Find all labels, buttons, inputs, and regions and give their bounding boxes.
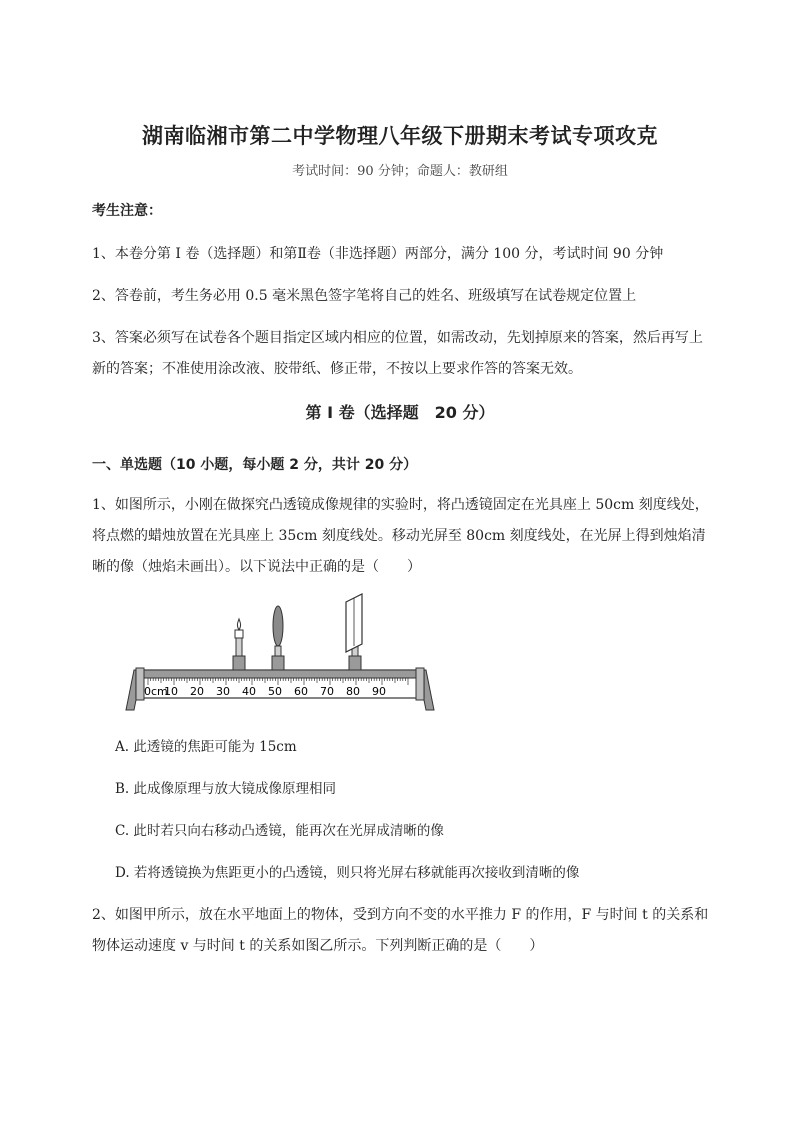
scale-label-0: 0cm	[144, 685, 168, 698]
page-title: 湖南临湘市第二中学物理八年级下册期末考试专项攻克	[142, 124, 658, 148]
scale-label-40: 40	[242, 685, 256, 698]
scale-label-30: 30	[216, 685, 230, 698]
rail-top	[136, 670, 424, 678]
notice-item-1: 1、本卷分第 I 卷（选择题）和第Ⅱ卷（非选择题）两部分，满分 100 分，考试时间 90 分钟	[92, 246, 664, 262]
question-2-stem: 2、如图甲所示，放在水平地面上的物体，受到方向不变的水平推力 F 的作用，F 与时间 t 的关系和物体运动速度 v 与时间 t 的关系如图乙所示。下列判断正确的是（ ）	[92, 907, 709, 954]
optical-bench-figure	[120, 588, 440, 716]
q1-option-c: C. 此时若只向右移动凸透镜，能再次在光屏成清晰的像	[115, 823, 444, 839]
rail-cap-right	[416, 668, 424, 700]
scale-label-80: 80	[346, 685, 360, 698]
scale-label-90: 90	[372, 685, 386, 698]
candle	[233, 619, 245, 670]
section-title: 第 I 卷（选择题 20 分）	[305, 403, 495, 422]
convex-lens	[272, 606, 284, 670]
notice-item-2: 2、答卷前，考生务必用 0.5 毫米黑色签字笔将自己的姓名、班级填写在试卷规定位置上	[92, 288, 637, 304]
flame-icon	[237, 619, 240, 630]
part-heading: 一、单选题（10 小题，每小题 2 分，共计 20 分）	[92, 457, 418, 473]
rail-cap-left	[136, 668, 144, 700]
question-1-stem: 1、如图所示，小刚在做探究凸透镜成像规律的实验时，将凸透镜固定在光具座上 50cm 刻度线处，将点燃的蜡烛放置在光具座上 35cm 刻度线处。移动光屏至 80cm 刻度线处，在光屏上得到烛焰清晰的像（烛焰未画出）。以下说法中正确的是（ ）	[92, 497, 709, 575]
notice-item-3: 3、答案必须写在试卷各个题目指定区域内相应的位置，如需改动，先划掉原来的答案，然后再写上新的答案；不准使用涂改液、胶带纸、修正带，不按以上要求作答的答案无效。	[92, 330, 703, 377]
scale-label-70: 70	[320, 685, 334, 698]
notice-heading: 考生注意：	[92, 203, 162, 219]
light-screen	[346, 594, 362, 670]
q1-option-d: D. 若将透镜换为焦距更小的凸透镜，则只将光屏右移就能再次接收到清晰的像	[115, 865, 580, 881]
scale-label-20: 20	[190, 685, 204, 698]
scale-label-50: 50	[268, 685, 282, 698]
q1-option-b: B. 此成像原理与放大镜成像原理相同	[115, 781, 337, 797]
scale-label-10: 10	[164, 685, 178, 698]
q1-option-a: A. 此透镜的焦距可能为 15cm	[115, 739, 297, 755]
exam-info: 考试时间：90 分钟；命题人：教研组	[292, 164, 508, 179]
scale-label-60: 60	[294, 685, 308, 698]
